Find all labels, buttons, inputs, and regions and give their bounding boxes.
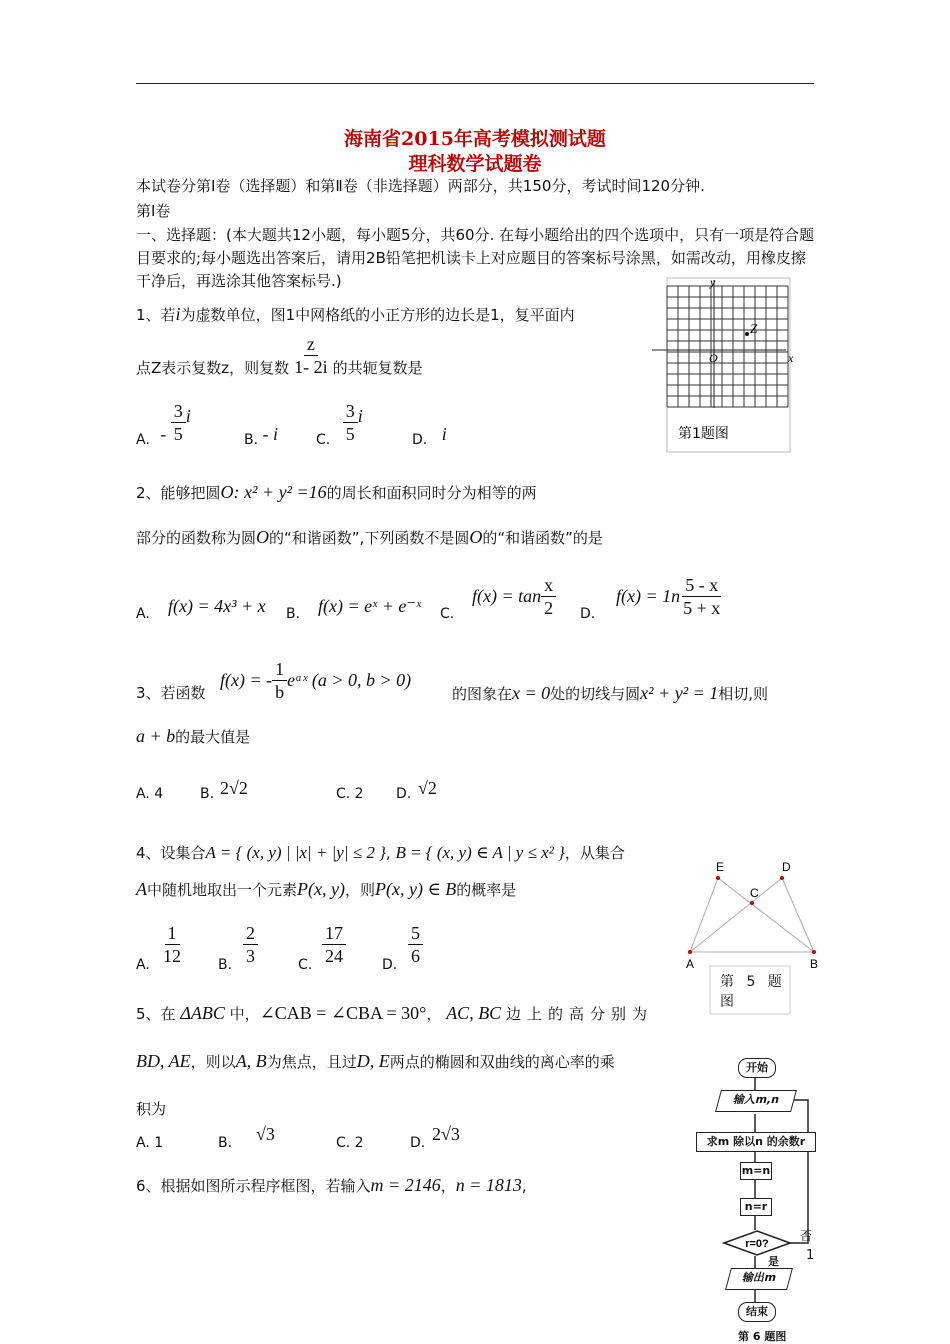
q3-option-c: C. 2 (336, 786, 364, 802)
q2-option-d-label: D. (580, 606, 596, 622)
q1-frac-num: z (304, 333, 318, 356)
q2-option-a: f(x) = 4x³ + x (168, 596, 266, 616)
q3-option-d-label: D. (396, 786, 412, 802)
flowchart-start: 开始 (738, 1058, 776, 1078)
q5-option-d: 2√3 (432, 1124, 460, 1144)
q3-option-a: A. 4 (136, 786, 164, 802)
option-label: D. (412, 432, 428, 448)
q5-heights: BD, AE (136, 1051, 191, 1071)
frac-den: 5 (173, 423, 183, 444)
q2-option-c-frac (541, 574, 556, 619)
q3-text: 的图象在 (452, 685, 513, 703)
line-b-e (718, 878, 814, 952)
q1-line1 (136, 304, 575, 325)
q5-text: ， (426, 1005, 442, 1023)
q2-line1 (136, 482, 537, 503)
y-axis-label: y (710, 276, 716, 289)
frac-num: 3 (343, 400, 358, 423)
circle-name: O (256, 527, 270, 547)
q2-option-b: f(x) = eˣ + e⁻ˣ (318, 596, 421, 616)
frac-den: 3 (246, 946, 255, 966)
q6-text: 6、根据如图所示程序框图，若输入 (136, 1177, 371, 1195)
frac-num: 2 (243, 922, 258, 945)
flowchart-output: 输出m (725, 1268, 793, 1290)
q3-line2 (136, 726, 250, 747)
vertex-a (688, 950, 692, 954)
q4-set-name: A (136, 879, 147, 899)
exam-title: 海南省2015年高考模拟测试题 (344, 128, 606, 150)
q4-text: , (385, 844, 391, 862)
q1-option-d (412, 424, 447, 449)
func-prefix: f(x) = - (220, 670, 273, 690)
q6-m-value: m = 2146 (370, 1175, 441, 1195)
q1-option-a (136, 400, 191, 463)
flowchart-decision (722, 1229, 792, 1257)
grid-lines (667, 286, 788, 407)
q2-option-c-label: C. (440, 606, 455, 622)
q1-fraction (291, 333, 331, 378)
func-prefix: f(x) = tan (472, 586, 542, 606)
q2-option-c (472, 574, 556, 619)
q5-text: 中， (229, 1005, 260, 1023)
option-label: B. (244, 432, 259, 448)
frac-den: 12 (163, 946, 181, 966)
label-a: A (686, 957, 695, 971)
frac-num: 1 (165, 922, 180, 945)
q5-text: ，则以 (190, 1053, 236, 1071)
q3-func-frac (272, 658, 287, 703)
option-label: C. (316, 432, 331, 448)
exam-subtitle: 理科数学试题卷 (408, 153, 542, 175)
q2-text: 部分的函数称为圆 (136, 529, 257, 547)
q5-option-b: √3 (256, 1124, 275, 1144)
frac-den: 5 (345, 423, 355, 444)
frac-num: 3 (171, 400, 186, 423)
q4-condition: P(x, y) ∈ B (375, 879, 457, 899)
q4-line2 (136, 879, 516, 900)
q5-option-d-label: D. (410, 1135, 426, 1151)
frac-den: 6 (411, 946, 420, 966)
q1-i-symbol: i (175, 304, 181, 324)
flowchart-yes: 是 (768, 1255, 779, 1268)
q6-text: ， (440, 1177, 456, 1195)
q1-line2 (136, 328, 423, 378)
q1-option-a-frac (171, 400, 186, 445)
q2-option-a-label: A. (136, 606, 150, 622)
q4-set-b: B = { (x, y) ∈ A | y ≤ x² } (395, 843, 565, 862)
flowchart-assign-n: n=r (740, 1198, 772, 1216)
label-b: B (810, 957, 819, 971)
q6-n-value: n = 1813 (455, 1175, 522, 1195)
minus-sign: - (160, 424, 167, 444)
q5-figure-caption: 第 5 题图 (720, 974, 786, 1010)
func-prefix: f(x) = 1n (616, 586, 681, 606)
q4-set-a: A = { (x, y) | |x| + |y| ≤ 2 } (205, 843, 386, 862)
q3-text: 处的切线与圆 (550, 685, 641, 703)
q4-option-b (243, 922, 258, 967)
frac-num: 5 (408, 922, 423, 945)
q4-element: P(x, y) (297, 879, 345, 899)
x-axis-label: x (788, 351, 794, 365)
q2-text: 的周长和面积同时分为相等的两 (326, 484, 537, 502)
option-value: i (441, 424, 447, 444)
point-z-label: Z (750, 321, 758, 336)
q5-text: 积为 (136, 1100, 167, 1118)
q3-text: 相切,则 (718, 685, 769, 703)
q3-function (220, 658, 411, 703)
q4-option-c (322, 922, 346, 967)
q2-line2 (136, 527, 603, 548)
point-d (780, 876, 784, 880)
label-e: E (716, 860, 725, 874)
q1-option-c-frac (343, 400, 358, 445)
q3-text: 的最大值是 (175, 728, 251, 746)
q4-option-b-label: B. (218, 957, 233, 973)
q5-sides: AC, BC (446, 1003, 502, 1023)
q4-text: ，从集合 (564, 844, 625, 862)
q5-triangle: ΔABC (180, 1003, 225, 1023)
q3-condition: x = 0 (512, 683, 551, 703)
line-d-b (782, 878, 814, 952)
q4-option-d-label: D. (382, 957, 398, 973)
q5-line2 (136, 1051, 615, 1072)
q6-line1 (136, 1175, 527, 1196)
frac-den: 2 (544, 598, 554, 618)
q2-option-d (616, 574, 723, 619)
frac-num: 5 - x (682, 574, 721, 597)
q4-option-a-label: A. (136, 957, 150, 973)
q1-text: 为虚数单位，图1中网格纸的小正方形的边长是1，复平面内 (180, 306, 575, 324)
q5-line1 (136, 1003, 653, 1024)
q4-text: 4、设集合 (136, 844, 206, 862)
circle-name: O (220, 482, 234, 502)
i-symbol: i (357, 406, 363, 426)
frac-num: 1 (272, 658, 287, 681)
q2-option-b-label: B. (286, 606, 301, 622)
circle-equation: : x² + y² =16 (233, 482, 327, 502)
q4-text: 的概率是 (456, 881, 517, 899)
q4-option-c-label: C. (298, 957, 313, 973)
q3-line1-rest (452, 683, 768, 704)
q1-figure-caption: 第1题图 (678, 426, 729, 442)
q5-foci: A, B (235, 1051, 267, 1071)
q4-line1 (136, 843, 625, 863)
section-label: 第Ⅰ卷 (136, 202, 171, 220)
q2-option-d-frac (680, 574, 723, 619)
intro-line: 本试卷分第Ⅰ卷（选择题）和第Ⅱ卷（非选择题）两部分，共150分，考试时间120分钟. (136, 177, 705, 195)
frac-den: 5 + x (683, 598, 721, 618)
flowchart-assign-m: m=n (740, 1162, 772, 1180)
q1-text: 点Z表示复数z，则复数 (136, 359, 290, 377)
q4-option-a (160, 922, 184, 967)
instructions: 一、选择题：(本大题共12小题，每小题5分，共60分. 在每小题给出的四个选项中，只有一项是符合题目要求的;每小题选出答案后，请用2B铅笔把机读卡上对应题目的答案标号涂黑，如需改动，用橡皮擦干净后，再选涂其他答案标号.) (136, 226, 815, 290)
q1-option-b (244, 424, 279, 449)
circle-name: O (469, 527, 483, 547)
flowchart-no: 否 (800, 1229, 813, 1243)
q2-text: 的“和谐函数”的是 (482, 529, 603, 547)
point-z (745, 332, 749, 336)
frac-den: 24 (325, 946, 343, 966)
q2-text: 2、能够把圆 (136, 484, 221, 502)
q4-text: ，则 (344, 881, 375, 899)
label-d: D (782, 860, 791, 874)
point-e (716, 876, 720, 880)
option-label: A. (136, 432, 150, 448)
q4-text: 中随机地取出一个元素 (147, 881, 298, 899)
q5-text: 边上的高分别为 (505, 1005, 653, 1023)
flowchart-end: 结束 (738, 1302, 776, 1322)
flowchart-compute: 求m 除以n 的余数r (696, 1132, 816, 1152)
q6-text: , (521, 1177, 527, 1195)
option-value: - i (262, 424, 279, 444)
q3-option-b-label: B. (200, 786, 215, 802)
q5-option-b-label: B. (218, 1135, 233, 1151)
i-symbol: i (185, 406, 191, 426)
page-number: 1 (806, 1248, 815, 1263)
q3-text: 3、若函数 (136, 684, 206, 702)
q1-text: 的共轭复数是 (332, 359, 423, 377)
q5-text: 为焦点，且过 (266, 1053, 357, 1071)
frac-num: x (541, 574, 556, 597)
flowchart-input: 输入m,n (715, 1090, 797, 1112)
q5-option-c: C. 2 (336, 1135, 364, 1151)
q1-frac-den: 1- 2i (294, 357, 328, 377)
flowchart-caption: 第 6 题图 (738, 1330, 787, 1343)
q3-circle: x² + y² = 1 (640, 683, 719, 703)
q5-text: 两点的椭圆和双曲线的离心率的乘 (389, 1053, 615, 1071)
q5-points: D, E (356, 1051, 390, 1071)
q3-option-b: 2√2 (220, 778, 248, 798)
func-suffix: eᵃˣ (a > 0, b > 0) (287, 670, 412, 690)
decision-label: r=0? (745, 1238, 769, 1250)
q1-option-c (316, 400, 363, 463)
origin-label: O (709, 351, 718, 365)
q5-text: 5、在 (136, 1005, 176, 1023)
vertex-c (750, 901, 754, 905)
q5-option-a: A. 1 (136, 1135, 164, 1151)
label-c: C (750, 886, 759, 900)
frac-den: b (275, 682, 285, 702)
q3-option-d: √2 (418, 778, 437, 798)
q4-option-d (408, 922, 423, 967)
q5-angles: ∠CAB = ∠CBA = 30° (259, 1003, 427, 1023)
loop-back-line (790, 1100, 808, 1243)
vertex-b (812, 950, 816, 954)
q2-text: 的“和谐函数”,下列函数不是圆 (269, 529, 470, 547)
q1-grid-figure (648, 276, 798, 456)
q3-expr: a + b (136, 726, 176, 746)
frac-num: 17 (322, 922, 346, 945)
q1-text: 1、若 (136, 306, 176, 324)
header-rule (136, 83, 814, 84)
